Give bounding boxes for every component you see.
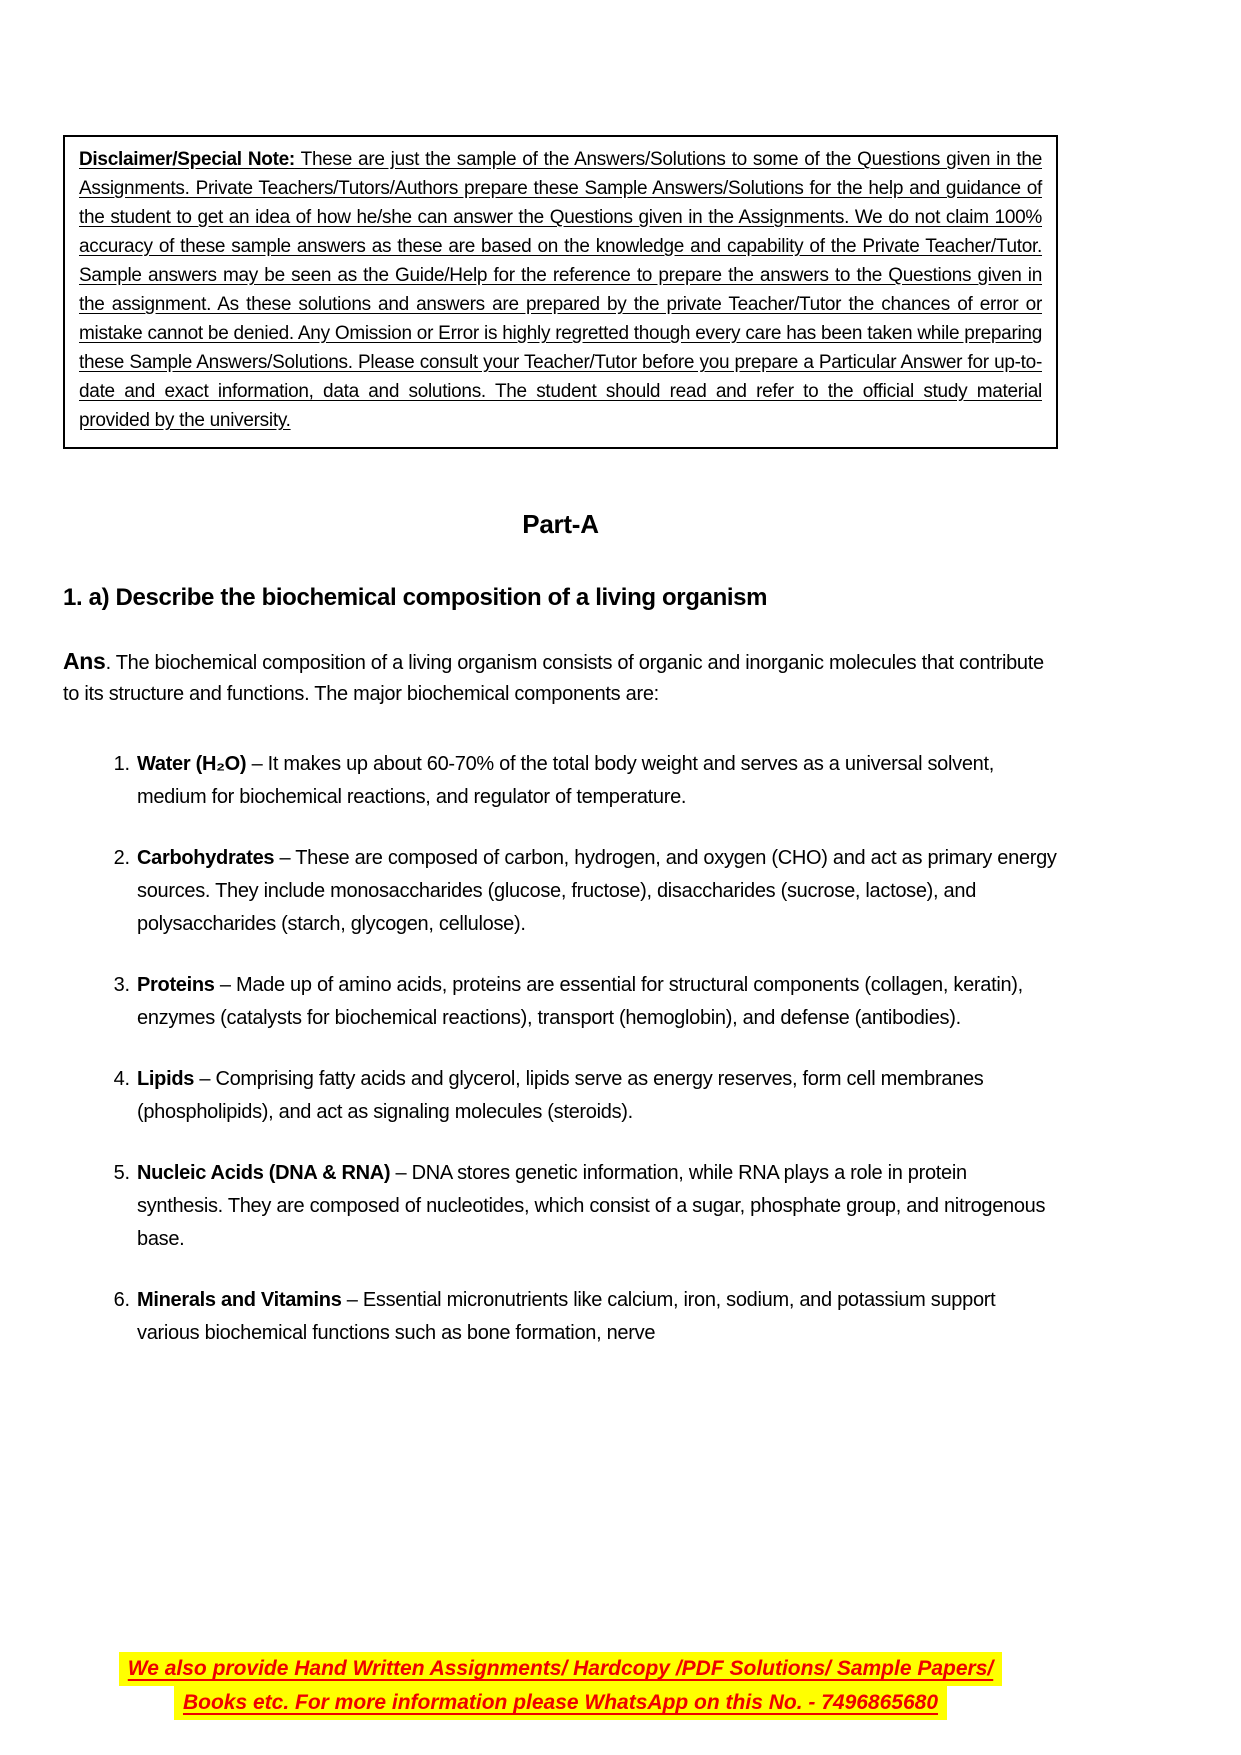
component-term: Nucleic Acids (DNA & RNA) [137, 1162, 391, 1184]
list-item-carbohydrates [135, 842, 1058, 941]
component-text: – Comprising fatty acids and glycerol, lipids serve as energy reserves, form cell membranes (phospholipids), and act as signaling molecules (steroids). [137, 1068, 984, 1123]
answer-label: Ans [63, 648, 106, 674]
promo-footer-line-2 [63, 1686, 1058, 1720]
component-term: Carbohydrates [137, 847, 275, 869]
promo-footer-line-1 [63, 1652, 1058, 1686]
list-item-lipids [135, 1063, 1058, 1129]
promo-footer-text-1: We also provide Hand Written Assignments/ Hardcopy /PDF Solutions/ Sample Papers/ [119, 1652, 1002, 1686]
answer-intro-text: . The biochemical composition of a living organism consists of organic and inorganic molecules that contribute to its structure and functions. The major biochemical components are: [63, 652, 1044, 705]
answer-intro [63, 646, 1058, 710]
document-content [63, 135, 1058, 1378]
list-item-nucleic-acids [135, 1157, 1058, 1256]
component-term: Lipids [137, 1068, 195, 1090]
part-heading: Part-A [522, 509, 599, 539]
list-item-minerals-vitamins [135, 1284, 1058, 1350]
component-text: – These are composed of carbon, hydrogen, and oxygen (CHO) and act as primary energy sources. They include monosaccharides (glucose, fructose), disaccharides (sucrose, lactose), and polysaccharides (starch, glycogen, cellulose). [137, 847, 1057, 935]
component-text: – Essential micronutrients like calcium, iron, sodium, and potassium support various biochemical functions such as bone formation, nerve [137, 1289, 996, 1344]
component-term: Minerals and Vitamins [137, 1289, 342, 1311]
component-term: Proteins [137, 974, 215, 996]
component-text: – DNA stores genetic information, while RNA plays a role in protein synthesis. They are composed of nucleotides, which consist of a sugar, phosphate group, and nitrogenous base. [137, 1162, 1046, 1250]
disclaimer-box [63, 135, 1058, 449]
disclaimer-label: Disclaimer/Special Note: [79, 149, 295, 170]
components-list [63, 748, 1058, 1350]
component-text: – Made up of amino acids, proteins are essential for structural components (collagen, keratin), enzymes (catalysts for biochemical reactions), transport (hemoglobin), and defense (antibodies). [137, 974, 1023, 1029]
list-item-proteins [135, 969, 1058, 1035]
component-term: Water (H₂O) [137, 753, 247, 775]
component-text: – It makes up about 60-70% of the total body weight and serves as a universal solvent, medium for biochemical reactions, and regulator of temperature. [137, 753, 994, 808]
list-item-water [135, 748, 1058, 814]
question-heading: 1. a) Describe the biochemical composition of a living organism [63, 584, 768, 611]
disclaimer-body: These are just the sample of the Answers/Solutions to some of the Questions given in the Assignments. Private Teachers/Tutors/Authors prepare these Sample Answers/Solutions for the help and guidance of the student to get an idea of how he/she can answer the Questions given in the Assignments. We do not claim 100% accuracy of these sample answers as these are based on the knowledge and capability of the Private Teacher/Tutor. Sample answers may be seen as the Guide/Help for the reference to prepare the answers to the Questions given in the assignment. As these solutions and answers are prepared by the private Teacher/Tutor the chances of error or mistake cannot be denied. Any Omission or Error is highly regretted though every care has been taken while preparing these Sample Answers/Solutions. Please consult your Teacher/Tutor before you prepare a Particular Answer for up-to-date and exact information, data and solutions. The student should read and refer to the official study material provided by the university. [79, 149, 1042, 431]
promo-footer [63, 1652, 1058, 1720]
promo-footer-text-2: Books etc. For more information please WhatsApp on this No. - 7496865680 [174, 1686, 947, 1720]
disclaimer-text [79, 145, 1042, 435]
